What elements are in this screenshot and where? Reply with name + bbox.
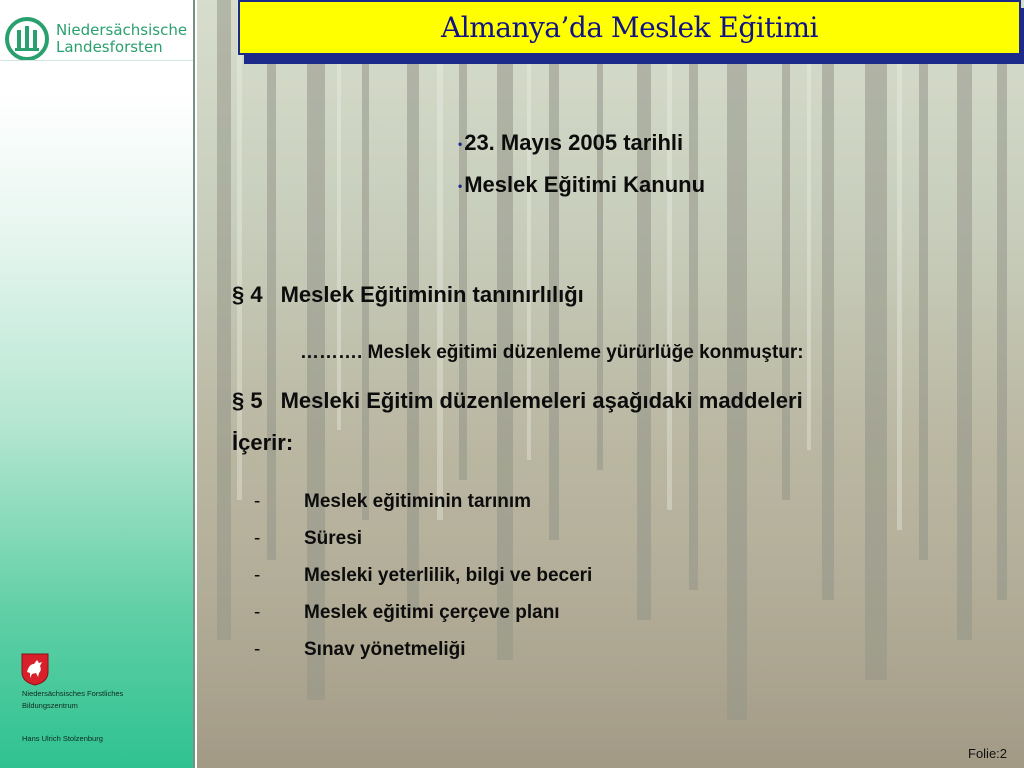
bullet-date bbox=[458, 130, 683, 156]
logo-line-2: Landesforsten bbox=[56, 38, 163, 56]
lower-saxony-horse-crest-icon bbox=[20, 652, 50, 686]
logo-divider bbox=[0, 60, 193, 61]
institution-name bbox=[22, 688, 187, 712]
list-item bbox=[254, 602, 560, 624]
logo-text bbox=[56, 22, 187, 56]
list-marker: - bbox=[254, 639, 261, 660]
bullet-dot-icon: • bbox=[458, 137, 463, 152]
sidebar bbox=[0, 0, 195, 768]
list-item-text: Süresi bbox=[304, 528, 363, 549]
list-item-text: Meslek eğitimi çerçeve planı bbox=[304, 602, 560, 623]
institution-line-2: Bildungszentrum bbox=[22, 701, 78, 710]
list-item-text: Mesleki yeterlilik, bilgi ve beceri bbox=[304, 565, 593, 586]
list-marker: - bbox=[254, 565, 261, 586]
list-marker: - bbox=[254, 602, 261, 623]
logo bbox=[4, 16, 187, 62]
section-4 bbox=[232, 282, 584, 308]
slide-title: Almanya’da Meslek Eğitimi bbox=[441, 11, 818, 44]
list-item bbox=[254, 491, 531, 513]
institution-line-1: Niedersächsisches Forstliches bbox=[22, 689, 124, 698]
logo-line-1: Niedersächsische bbox=[56, 21, 188, 39]
slide-number: Folie:2 bbox=[968, 746, 1008, 761]
list-marker: - bbox=[254, 528, 261, 549]
bullet-law bbox=[458, 172, 705, 198]
bullet-date-text: 23. Mayıs 2005 tarihli bbox=[464, 130, 684, 155]
section-4-mark: § 4 bbox=[232, 282, 263, 307]
section-5-text: Mesleki Eğitim düzenlemeleri aşağıdaki maddeleri bbox=[280, 388, 803, 413]
list-item bbox=[254, 639, 466, 661]
author-name: Hans Ulrich Stolzenburg bbox=[22, 734, 103, 743]
title-box bbox=[238, 0, 1021, 55]
list-item-text: Sınav yönetmeliği bbox=[304, 639, 466, 660]
list-item bbox=[254, 565, 592, 587]
section-5-continuation: İçerir: bbox=[232, 430, 294, 455]
bullet-law-text: Meslek Eğitimi Kanunu bbox=[464, 172, 706, 197]
list-marker: - bbox=[254, 491, 261, 512]
list-item-text: Meslek eğitiminin tarınım bbox=[304, 491, 531, 512]
section-5-mark: § 5 bbox=[232, 388, 263, 413]
section-5 bbox=[232, 388, 803, 414]
ellipsis-line: ………. Meslek eğitimi düzenleme yürürlüğe konmuştur: bbox=[300, 342, 804, 363]
list-item bbox=[254, 528, 362, 550]
section-4-text: Meslek Eğitiminin tanınırlılığı bbox=[280, 282, 584, 307]
bullet-dot-icon: • bbox=[458, 179, 463, 194]
landesforsten-logo-icon bbox=[4, 16, 50, 62]
